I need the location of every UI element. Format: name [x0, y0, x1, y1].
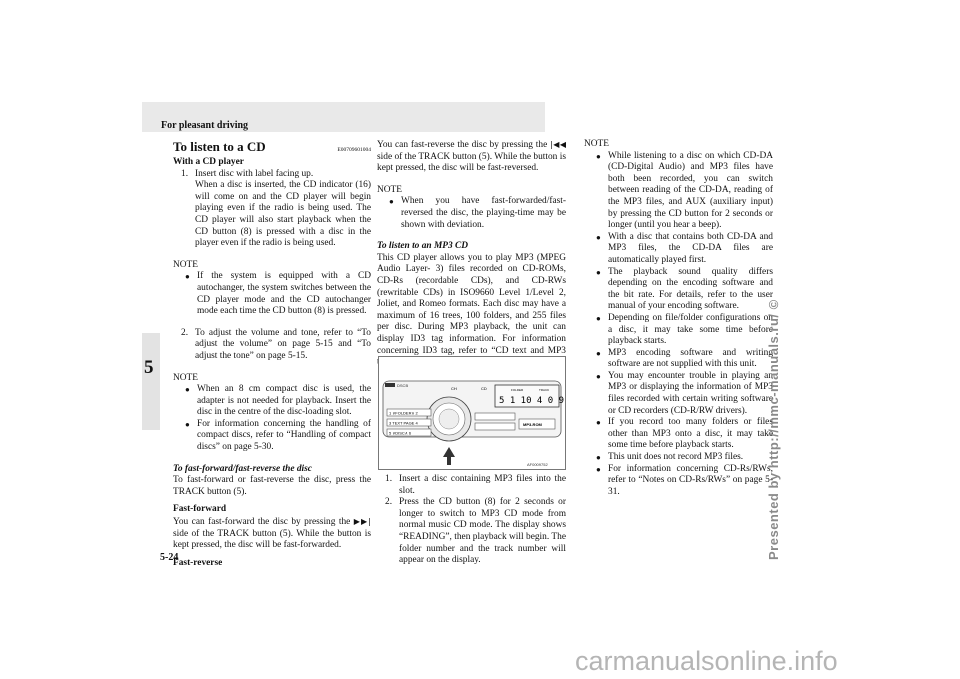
note-item	[584, 371, 773, 417]
subheading-cd-player: With a CD player	[173, 157, 244, 167]
note-text: With a disc that contains both CD-DA and MP3 files, the CD-DA files are automatically played first.	[608, 231, 773, 265]
bullet-dot-icon: ●	[596, 313, 601, 323]
note-item	[584, 464, 773, 499]
note-text: When you have fast-forwarded/fast-reversed the disc, the playing-time may be shown with deviation.	[401, 196, 566, 230]
subheading-ff: Fast-forward	[173, 504, 227, 515]
subheading-fast-forward: To fast-forward/fast-reverse the disc	[173, 463, 312, 474]
note-text: Depending on file/folder configurations on a disc, it may take some time before playback starts.	[608, 312, 773, 347]
note-item	[584, 452, 773, 464]
paragraph: To fast-forward or fast-reverse the disc, press the TRACK button (5).	[173, 475, 371, 497]
bullet-dot-icon: ●	[185, 272, 190, 282]
note-item	[584, 417, 773, 452]
figure-code: AF0009752	[527, 462, 548, 467]
step-number: 2.	[385, 497, 393, 508]
text: side of the TRACK button (5). While the button is kept pressed, the disc will be fast-forwarded.	[173, 528, 371, 551]
note-item	[173, 384, 371, 419]
display-readout: 5 1 10 4 0 9	[499, 396, 565, 406]
note-item	[173, 271, 371, 317]
label-cd: CD	[481, 386, 487, 391]
note-label: NOTE	[173, 372, 198, 383]
bullet-dot-icon: ●	[596, 151, 601, 161]
step-text: Insert a disc containing MP3 files into the slot.	[399, 474, 566, 496]
mp3-step-1	[377, 474, 566, 497]
note-item	[173, 419, 371, 454]
note-item	[584, 313, 773, 348]
mp3-step-2	[377, 497, 566, 567]
note-text: For information concerning CD-Rs/RWs, refer to “Notes on CD-Rs/RWs” on page 5-31.	[608, 463, 773, 497]
note-text: If you record too many folders or files other than MP3 onto a disc, it may take some time before playback starts.	[608, 417, 773, 451]
step-2	[173, 328, 371, 363]
bullet-dot-icon: ●	[596, 267, 601, 277]
note-label: NOTE	[584, 139, 609, 149]
step-number: 1.	[385, 474, 393, 484]
section-code: E00709601004	[337, 147, 371, 153]
bullet-dot-icon: ●	[596, 348, 601, 358]
note-text: The playback sound quality differs depending on the encoding software and the bit rate. For details, refer to the user manual of your encoding software.	[608, 266, 773, 312]
note-item	[377, 196, 566, 231]
column-2	[377, 139, 566, 369]
page-title	[173, 141, 371, 155]
paragraph-mp3: This CD player allows you to play MP3 (MPEG Audio Layer- 3) files recorded on CD-ROMs, CD-Rs (recordable CDs), and CD-RWs (rewritable CDs) in ISO9660 Level 1/Level 2, Joliet, and Romeo formats. Each disc may have a maximum of 16 trees, 100 folders, and 255 files per disc. During MP3 playback, the unit can display ID3 tag information. For information concerning ID3 tag, refer to “CD text and MP3	[377, 252, 566, 356]
bullet-dot-icon: ●	[185, 419, 190, 429]
page-number: 5-24	[160, 552, 179, 563]
chapter-tab	[142, 333, 160, 430]
bullet-dot-icon: ●	[596, 418, 601, 428]
text: side of the TRACK button (5). While the button is kept pressed, the disc will be fast-reversed.	[377, 151, 566, 174]
skip-back-icon: |◀◀	[550, 140, 566, 149]
note-item	[584, 348, 773, 371]
mp3-rom-badge: MP3-ROM	[523, 422, 542, 427]
mp3-steps	[377, 474, 566, 567]
button-folder: 1 ∨FOLDER∧ 2	[389, 410, 418, 416]
note-label: NOTE	[173, 259, 198, 270]
track-label: TRACK	[539, 388, 550, 392]
step-1	[173, 169, 371, 181]
text: You can fast-reverse the disc by pressing the	[377, 140, 548, 150]
step-text: Press the CD button (8) for 2 seconds or longer to switch to MP3 CD mode from normal music CD mode. The display shows “READING”, then playback will begin. The folder number and the track number will appear on the display.	[399, 497, 566, 566]
note-text: For information concerning the handling of compact discs, refer to “Handling of compact discs” on page 5-30.	[197, 418, 371, 453]
note-text: When an 8 cm compact disc is used, the adapter is not needed for playback. Insert the disc in the centre of the disc-loading slot.	[197, 384, 371, 418]
label-ch: CH	[451, 386, 457, 391]
step-number: 2.	[181, 327, 189, 338]
step-text: Insert disc with label facing up.	[195, 168, 314, 179]
column-1	[173, 141, 371, 569]
player-drawing	[379, 357, 565, 469]
subheading-mp3: To listen to an MP3 CD	[377, 241, 469, 252]
paragraph-fr	[377, 139, 566, 175]
note-text: MP3 encoding software and writing software are not supplied with this unit.	[608, 347, 773, 370]
section-header: For pleasant driving	[161, 120, 249, 131]
step-1-detail: When a disc is inserted, the CD indicator (16) will come on and the CD player will begin playing even if the radio is being used. The CD player will also start playback when the CD button (8) is pressed with a disc in the player even if the radio is being used.	[195, 180, 371, 249]
note-text: This unit does not record MP3 files.	[608, 452, 744, 463]
text: You can fast-forward the disc by pressing the	[173, 517, 351, 528]
button-text-page: 3 TEXT PAGE 4	[389, 420, 418, 426]
note-label: NOTE	[377, 184, 402, 195]
title-text: To listen to a CD	[173, 139, 266, 154]
paragraph-ff	[173, 516, 371, 552]
bullet-dot-icon: ●	[596, 371, 601, 381]
svg-text:DSCB: DSCB	[397, 383, 409, 388]
cd-player-illustration	[378, 356, 566, 470]
note-item	[584, 151, 773, 232]
footer-watermark: carmanualsonline.info	[575, 646, 838, 676]
note-text: While listening to a disc on which CD-DA (CD-Digital Audio) and MP3 files have both been recorded, you can switch between reading of the CD-DA, reading of the MP3 files, and AUX (auxiliary input) by pressing the CD button for 2 seconds or longer (until you hear a beep).	[608, 150, 773, 231]
bullet-dot-icon: ●	[596, 453, 601, 463]
note-item	[584, 267, 773, 313]
note-text: If the system is equipped with a CD autochanger, the system switches between the CD player mode and the CD autochanger mode each time the CD button (8) is pressed.	[197, 271, 371, 317]
folder-label: FOLDER	[511, 388, 524, 392]
step-number: 1.	[181, 168, 189, 179]
note-text: You may encounter trouble in playing an MP3 or displaying the information of MP3 files recorded with certain writing software or CD recorders (CD-R/RW drivers).	[608, 370, 773, 416]
column-3	[584, 139, 773, 498]
note-item	[584, 232, 773, 267]
chapter-number: 5	[144, 357, 154, 378]
skip-forward-icon: ▶▶|	[353, 517, 371, 527]
bullet-dot-icon: ●	[596, 232, 601, 242]
bullet-dot-icon: ●	[185, 385, 190, 395]
button-disc: 5 ∨DISC∧ 6	[389, 430, 412, 436]
bullet-dot-icon: ●	[389, 197, 394, 207]
bullet-dot-icon: ●	[596, 464, 601, 474]
subheading-fr: Fast-reverse	[173, 557, 223, 568]
vertical-watermark: Presented by http://mmc-manuals.ru/ ©	[766, 299, 781, 560]
step-text: To adjust the volume and tone, refer to “To adjust the volume” on page 5-15 and “To adjust the tone” on page 5-15.	[195, 327, 371, 361]
